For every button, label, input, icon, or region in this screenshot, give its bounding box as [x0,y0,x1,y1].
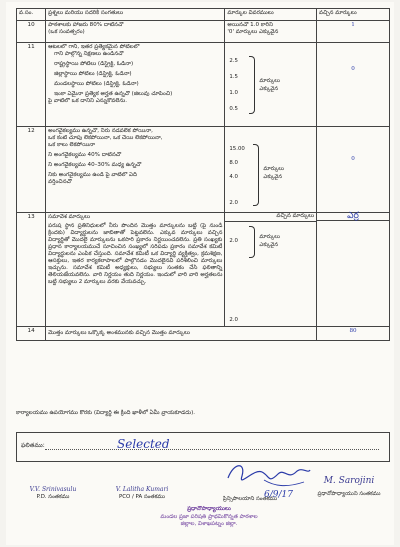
scale-label: మార్కులు ఎక్కువైన [259,78,280,92]
criteria-line: రాష్ట్రస్థాయి పోటీలు (డిస్ట్రిక్ట్, ఓడినా) [54,60,134,67]
obtained-mark: 0 [351,66,355,72]
signature-pd [18,486,88,501]
obtained-mark: 0 [351,156,355,162]
table-row [17,127,390,213]
result-value: Selected [117,437,170,451]
row-number: 11 [27,44,35,50]
signature-pco [102,486,182,501]
obtained-mark: ఎర్ర [347,211,359,221]
signature-principal [306,476,392,498]
criteria-line: నీ అంగవైకల్యము 40–30% మధ్య ఉన్నచో [48,161,142,168]
marks-scale [227,44,314,122]
marks-footer: 2.0 [229,317,238,324]
marks-header: వచ్చిన మార్కులు [225,213,316,222]
handwritten-date: 6/9/17 [264,490,293,500]
criteria-line: (ఒక సంవత్సరం) [48,28,85,35]
scale-value: 0.5 [229,106,238,112]
marks-text: '0' మార్కులు ఎక్కువైన [227,28,279,35]
criteria-line: మండలస్థాయి పోటీలు (డిస్ట్రిక్ట్, ఓడినా) [54,80,139,87]
criteria-line: జిల్లాస్థాయి పోటీలు (డిస్ట్రిక్ట్, ఓడినా) [54,70,132,77]
result-box [16,432,390,462]
criteria-line: పాఠశాలకు హాజరు 80% దాటినచో [48,22,124,28]
signature-role: ప్రిన్సిపాలయాని సంతకము [222,496,278,502]
scale-value: 4.0 [229,174,238,180]
brace [249,226,255,258]
criteria-line: ఒక కంటి చూపు లేకపోయినా, ఒక చేయి లేకపోయినా, [48,134,163,141]
evaluation-table [16,8,390,341]
document-sheet [6,2,394,545]
scale-value: 8.0 [229,160,238,166]
marks-text: అయినచో 1.0 కారిని [227,22,273,28]
criteria-line: ఒక కాలు లేకపోయినా [48,141,96,148]
stamp-line: ప్రధానోపాధ్యాయులు [187,506,231,512]
criteria-paragraph: పరుష స్థాన ప్రతినిధులలో నీరు పొందిన మొత్తం మార్కులను బట్టి (పై నుండి క్రిందకు) విద్యార్థులను జాబితాతో పెట్టవలెను. ఎక్కువ మార్కులు వచ్చిన విద్యార్థితో మొదలై మార్కులను ఒకసారి ప్రకారం నిర్ణయించవలెను. ప్రతి సంఖ్యకు ప్రధాన కార్యాలయముచే సూచించిన సంఖ్యలో సరిపడు ప్రకారం సమావేశ కమిటీ విద్యార్థులను ఎంపిక చేస్తుంది. సమావేశ కమిటీ ఒక విద్యార్థి వ్యక్తిత్వం, క్రమశిక్షణ, ఆసక్తులు, ఇతర కార్యకలాపాలలో పాల్గొనడం మొదలైనవి పరిశీలించి మార్కులు ఇచ్చును. సమావేశ కమిటీ అధ్యక్షులు, సభ్యులు సంతకం చేసి ఫలితాన్ని తెలియజేయవలెను. వారి నిర్ణయం తుది నిర్ణయం. ఇందులో వారి వారి అర్హతలను బట్టి సభ్యులు 2 మార్కులు వరకు వేయవచ్చు. [48,222,223,285]
signature-name: V.V. Srinivasulu [29,486,77,493]
criteria-line: వర్తించినచో [48,178,72,185]
criteria-line: మొత్తం మార్కులు ఒక్కొక్క అంశమునకు వచ్చిన మొత్తం మార్కులు [48,330,190,336]
table-row [17,213,390,327]
criteria-line: ఆటలలో గాని, ఇతర ప్రత్యేకమైన పోటీలలో [48,44,140,50]
scale-value: 1.0 [229,90,238,96]
brace [253,144,259,206]
row-number: 14 [27,328,35,334]
marks-scale [227,128,314,208]
header-sn: వ.సం. [17,9,46,21]
criteria-line: గాని పాల్గొన్న నిక్షణలు ఉండినచో [54,50,124,57]
table-row [17,327,390,341]
signature-role: ప్రధానోపాధ్యాయుని సంతకము [317,491,381,497]
criteria-line: అంగవైకల్యము ఉన్నచో, నీరు నడవలేక పోయినా, [48,128,153,134]
scale-value: 15.00 [229,146,245,152]
handwritten-signature [224,458,314,492]
result-dotted-line [45,449,379,450]
school-stamp [134,506,284,529]
criteria-title: సమావేశ మార్కులు [48,214,91,220]
obtained-mark: 1 [351,22,355,28]
scale-value: 1.5 [229,74,238,80]
total-mark: 80 [349,328,357,334]
row-number: 10 [27,22,35,28]
scale-value: 2.0 [229,200,238,206]
criteria-line: నీకు అంగవైకల్యము ఉండి పై వాటిలో ఏది [48,171,137,178]
criteria-line: ఇంకా ఏమైనా ప్రత్యేక అర్హత ఉన్నచో (జిలువు చూపించి) [54,90,173,97]
result-label: ఫలితము: [21,442,45,449]
stamp-line: జిల్లాల, విశాఖపట్నం జిల్లా. [180,521,238,528]
scale-value: 2.0 [229,237,238,244]
stamp-line: మండల ప్రజా పరిషత్ ప్రాథమికోన్నత పాఠశాల [160,513,258,520]
scale-label: మార్కులు ఎక్కువైన [263,166,284,180]
signature-role: P.D. సంతకము [36,494,70,500]
criteria-line: నీ అంగవైకల్యము 40% దాటినచో [48,151,122,158]
signature-name: V. Lalitha Kumari [115,486,169,493]
scale-value: 2.5 [229,58,238,64]
header-obtained: వచ్చిన మార్కులు [317,9,390,21]
office-use-note: కార్యాలయము ఉపయోగము కొరకు (విద్యార్థి ఈ క్రింది ఖాళీలో ఏమీ వ్రాయకూడదు). [16,410,196,416]
row-number: 13 [27,214,35,220]
row-number: 12 [27,128,35,134]
criteria-line: పై వాటిలో ఒక దానిని ఎన్నుకోవలెను. [48,97,127,104]
signature-role: PCO / PA సంతకము [119,494,165,500]
table-row [17,43,390,127]
brace [249,56,255,114]
header-criteria: ప్రశ్నలు మరియు సదరికి సంగతులు [46,9,225,21]
signature-name: M. Sarojini [323,476,375,486]
header-marks: మార్కుల వివరములు [225,9,317,21]
table-header-row [17,9,390,21]
marks-scale [227,222,314,262]
table-row [17,21,390,43]
scale-label: మార్కులు ఎక్కువైన [259,233,280,248]
